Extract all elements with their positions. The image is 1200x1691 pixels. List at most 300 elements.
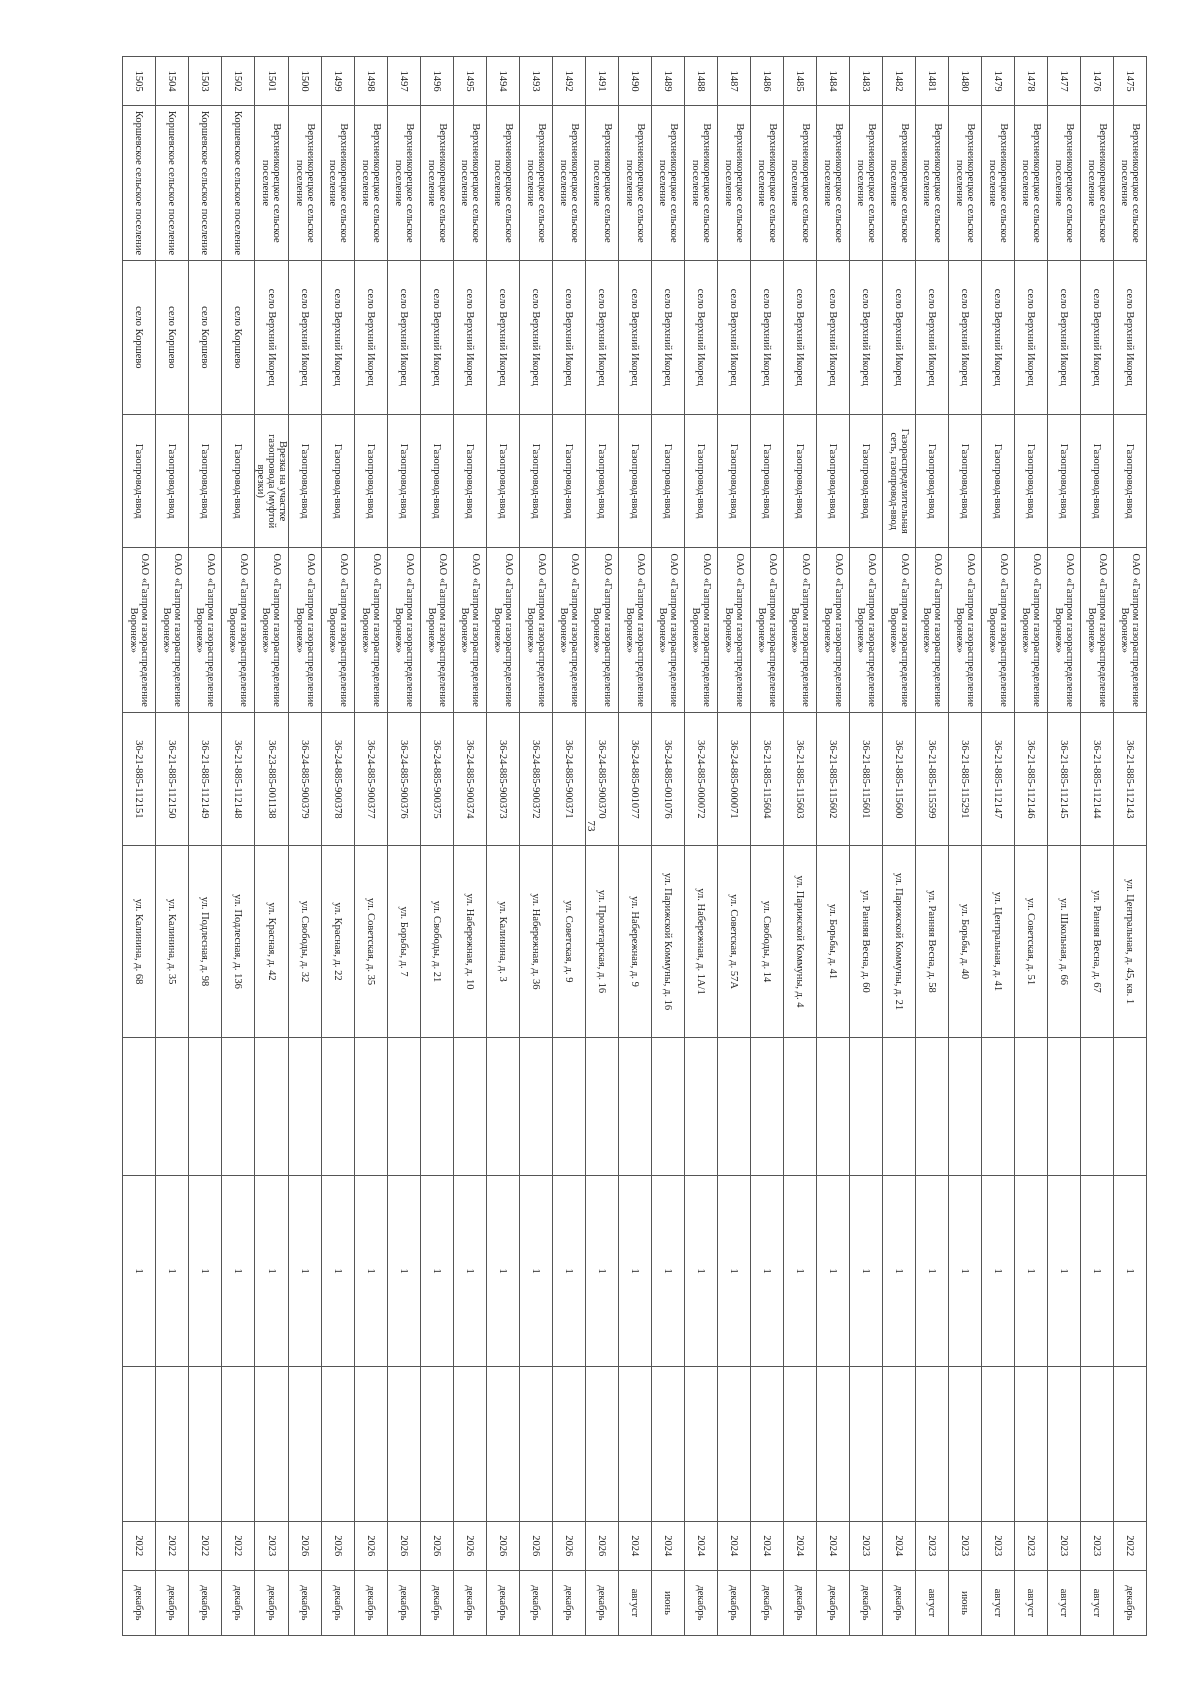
- register-body: [123, 57, 1147, 1636]
- cell-empty: [751, 1037, 784, 1176]
- table-row: [454, 57, 487, 1636]
- cell-empty: [123, 1037, 156, 1176]
- cell-municipality: Верхнеикорецкое сельское поселение: [685, 106, 718, 260]
- cell-month: декабрь: [289, 1570, 322, 1635]
- cell-empty: [586, 1367, 619, 1521]
- cell-count: 1: [916, 1176, 949, 1367]
- cell-object-type: Газопровод-ввод: [222, 415, 255, 548]
- cell-code: 36-24-885-000072: [685, 713, 718, 846]
- cell-year: 2026: [553, 1521, 586, 1570]
- cell-municipality: Верхнеикорецкое сельское поселение: [751, 106, 784, 260]
- table-row: [949, 57, 982, 1636]
- cell-month: декабрь: [586, 1570, 619, 1635]
- cell-municipality: Верхнеикорецкое сельское поселение: [1114, 106, 1147, 260]
- cell-locality: село Верхний Икорец: [916, 260, 949, 414]
- cell-number: 1486: [751, 57, 784, 106]
- cell-year: 2024: [685, 1521, 718, 1570]
- cell-count: 1: [784, 1176, 817, 1367]
- cell-locality: село Верхний Икорец: [487, 260, 520, 414]
- cell-empty: [1081, 1037, 1114, 1176]
- cell-code: 36-24-885-900372: [520, 713, 553, 846]
- cell-owner: ОАО «Газпром газораспределение Воронеж»: [817, 548, 850, 713]
- cell-object-type: Газопровод-ввод: [1048, 415, 1081, 548]
- cell-empty: [520, 1367, 553, 1521]
- cell-object-type: Газопровод-ввод: [487, 415, 520, 548]
- cell-month: декабрь: [222, 1570, 255, 1635]
- cell-municipality: Верхнеикорецкое сельское поселение: [454, 106, 487, 260]
- cell-month: июнь: [949, 1570, 982, 1635]
- cell-locality: село Верхний Икорец: [355, 260, 388, 414]
- cell-empty: [1114, 1367, 1147, 1521]
- cell-owner: ОАО «Газпром газораспределение Воронеж»: [388, 548, 421, 713]
- cell-year: 2023: [916, 1521, 949, 1570]
- cell-number: 1489: [652, 57, 685, 106]
- table-row: [421, 57, 454, 1636]
- cell-year: 2026: [586, 1521, 619, 1570]
- cell-owner: ОАО «Газпром газораспределение Воронеж»: [883, 548, 916, 713]
- cell-empty: [784, 1367, 817, 1521]
- cell-year: 2026: [355, 1521, 388, 1570]
- cell-address: ул. Парижской Коммуны, д. 16: [652, 846, 685, 1037]
- cell-locality: село Верхний Икорец: [553, 260, 586, 414]
- table-row: [1081, 57, 1114, 1636]
- table-row: [652, 57, 685, 1636]
- cell-year: 2023: [255, 1521, 289, 1570]
- cell-year: 2022: [222, 1521, 255, 1570]
- cell-code: 36-21-885-112148: [222, 713, 255, 846]
- cell-month: декабрь: [255, 1570, 289, 1635]
- cell-month: декабрь: [784, 1570, 817, 1635]
- cell-month: декабрь: [322, 1570, 355, 1635]
- cell-address: ул. Подлесная, д. 98: [189, 846, 222, 1037]
- cell-empty: [222, 1037, 255, 1176]
- cell-locality: село Верхний Икорец: [255, 260, 289, 414]
- cell-month: август: [982, 1570, 1015, 1635]
- cell-empty: [883, 1367, 916, 1521]
- cell-empty: [718, 1037, 751, 1176]
- cell-empty: [553, 1037, 586, 1176]
- cell-count: 1: [355, 1176, 388, 1367]
- cell-count: 1: [388, 1176, 421, 1367]
- cell-year: 2024: [751, 1521, 784, 1570]
- cell-locality: село Верхний Икорец: [586, 260, 619, 414]
- cell-month: декабрь: [355, 1570, 388, 1635]
- cell-object-type: Газопровод-ввод: [1081, 415, 1114, 548]
- cell-empty: [1048, 1037, 1081, 1176]
- cell-address: ул. Набережная, д. 9: [619, 846, 652, 1037]
- cell-number: 1478: [1015, 57, 1048, 106]
- cell-number: 1491: [586, 57, 619, 106]
- cell-municipality: Верхнеикорецкое сельское поселение: [421, 106, 454, 260]
- cell-year: 2026: [487, 1521, 520, 1570]
- cell-empty: [1114, 1037, 1147, 1176]
- cell-year: 2023: [1048, 1521, 1081, 1570]
- cell-empty: [685, 1037, 718, 1176]
- cell-municipality: Коршевское сельское поселение: [189, 106, 222, 260]
- cell-owner: ОАО «Газпром газораспределение Воронеж»: [586, 548, 619, 713]
- cell-owner: ОАО «Газпром газораспределение Воронеж»: [916, 548, 949, 713]
- cell-empty: [355, 1367, 388, 1521]
- cell-locality: село Верхний Икорец: [388, 260, 421, 414]
- cell-address: ул. Свободы, д. 21: [421, 846, 454, 1037]
- cell-municipality: Верхнеикорецкое сельское поселение: [784, 106, 817, 260]
- cell-address: ул. Советская, д. 35: [355, 846, 388, 1037]
- cell-empty: [454, 1367, 487, 1521]
- table-row: [586, 57, 619, 1636]
- cell-address: ул. Центральная, д. 45, кв. 1: [1114, 846, 1147, 1037]
- cell-empty: [520, 1037, 553, 1176]
- cell-number: 1499: [322, 57, 355, 106]
- register-table: [122, 56, 1147, 1636]
- cell-owner: ОАО «Газпром газораспределение Воронеж»: [784, 548, 817, 713]
- table-row: [1048, 57, 1081, 1636]
- cell-municipality: Верхнеикорецкое сельское поселение: [553, 106, 586, 260]
- cell-municipality: Верхнеикорецкое сельское поселение: [916, 106, 949, 260]
- cell-year: 2023: [949, 1521, 982, 1570]
- cell-locality: село Коршево: [222, 260, 255, 414]
- table-row: [718, 57, 751, 1636]
- cell-month: декабрь: [123, 1570, 156, 1635]
- cell-municipality: Верхнеикорецкое сельское поселение: [388, 106, 421, 260]
- cell-code: 36-21-885-115599: [916, 713, 949, 846]
- cell-month: август: [1048, 1570, 1081, 1635]
- cell-municipality: Верхнеикорецкое сельское поселение: [289, 106, 322, 260]
- cell-empty: [289, 1367, 322, 1521]
- cell-code: 36-21-885-112150: [156, 713, 189, 846]
- cell-owner: ОАО «Газпром газораспределение Воронеж»: [123, 548, 156, 713]
- rotated-page: [107, 56, 1147, 1636]
- cell-empty: [255, 1367, 289, 1521]
- cell-code: 36-24-885-001076: [652, 713, 685, 846]
- cell-empty: [1081, 1367, 1114, 1521]
- cell-municipality: Верхнеикорецкое сельское поселение: [1081, 106, 1114, 260]
- cell-count: 1: [222, 1176, 255, 1367]
- cell-code: 36-23-885-001138: [255, 713, 289, 846]
- cell-locality: село Верхний Икорец: [289, 260, 322, 414]
- cell-address: ул. Красная, д. 22: [322, 846, 355, 1037]
- cell-month: декабрь: [553, 1570, 586, 1635]
- cell-municipality: Верхнеикорецкое сельское поселение: [322, 106, 355, 260]
- cell-locality: село Верхний Икорец: [421, 260, 454, 414]
- cell-number: 1495: [454, 57, 487, 106]
- cell-owner: ОАО «Газпром газораспределение Воронеж»: [189, 548, 222, 713]
- cell-month: декабрь: [520, 1570, 553, 1635]
- cell-empty: [619, 1037, 652, 1176]
- cell-count: 1: [619, 1176, 652, 1367]
- cell-empty: [553, 1367, 586, 1521]
- cell-code: 36-24-885-001077: [619, 713, 652, 846]
- cell-year: 2024: [718, 1521, 751, 1570]
- table-row: [982, 57, 1015, 1636]
- cell-address: ул. Советская, д. 9: [553, 846, 586, 1037]
- cell-year: 2024: [817, 1521, 850, 1570]
- cell-object-type: Газопровод-ввод: [520, 415, 553, 548]
- cell-empty: [189, 1037, 222, 1176]
- table-row: [1015, 57, 1048, 1636]
- cell-empty: [916, 1367, 949, 1521]
- cell-locality: село Коршево: [189, 260, 222, 414]
- cell-month: декабрь: [421, 1570, 454, 1635]
- cell-code: 36-21-885-112151: [123, 713, 156, 846]
- cell-locality: село Верхний Икорец: [1114, 260, 1147, 414]
- cell-owner: ОАО «Газпром газораспределение Воронеж»: [1015, 548, 1048, 713]
- cell-address: ул. Набережная, д. 36: [520, 846, 553, 1037]
- cell-count: 1: [189, 1176, 222, 1367]
- cell-address: ул. Борьбы, д. 41: [817, 846, 850, 1037]
- cell-locality: село Верхний Икорец: [1048, 260, 1081, 414]
- cell-code: 36-21-885-115601: [850, 713, 883, 846]
- cell-locality: село Верхний Икорец: [784, 260, 817, 414]
- cell-owner: ОАО «Газпром газораспределение Воронеж»: [685, 548, 718, 713]
- cell-locality: село Верхний Икорец: [817, 260, 850, 414]
- cell-owner: ОАО «Газпром газораспределение Воронеж»: [1081, 548, 1114, 713]
- cell-year: 2026: [520, 1521, 553, 1570]
- cell-locality: село Верхний Икорец: [652, 260, 685, 414]
- cell-month: июнь: [652, 1570, 685, 1635]
- cell-month: декабрь: [883, 1570, 916, 1635]
- cell-address: ул. Свободы, д. 14: [751, 846, 784, 1037]
- cell-count: 1: [718, 1176, 751, 1367]
- cell-month: декабрь: [718, 1570, 751, 1635]
- cell-object-type: Газопровод-ввод: [586, 415, 619, 548]
- cell-object-type: Газопровод-ввод: [916, 415, 949, 548]
- cell-code: 36-21-885-115604: [751, 713, 784, 846]
- cell-owner: ОАО «Газпром газораспределение Воронеж»: [520, 548, 553, 713]
- cell-year: 2026: [421, 1521, 454, 1570]
- cell-count: 1: [454, 1176, 487, 1367]
- cell-month: декабрь: [850, 1570, 883, 1635]
- cell-empty: [454, 1037, 487, 1176]
- cell-owner: ОАО «Газпром газораспределение Воронеж»: [454, 548, 487, 713]
- cell-object-type: Газопровод-ввод: [817, 415, 850, 548]
- cell-object-type: Газопровод-ввод: [685, 415, 718, 548]
- cell-address: ул. Парижской Коммуны, д. 21: [883, 846, 916, 1037]
- cell-address: ул. Ранняя Весна, д. 58: [916, 846, 949, 1037]
- cell-address: ул. Советская, д. 57А: [718, 846, 751, 1037]
- cell-address: ул. Парижской Коммуны, д. 4: [784, 846, 817, 1037]
- cell-empty: [883, 1037, 916, 1176]
- table-row: [289, 57, 322, 1636]
- cell-number: 1481: [916, 57, 949, 106]
- table-row: [850, 57, 883, 1636]
- cell-count: 1: [322, 1176, 355, 1367]
- cell-year: 2023: [1081, 1521, 1114, 1570]
- cell-owner: ОАО «Газпром газораспределение Воронеж»: [156, 548, 189, 713]
- cell-code: 36-24-885-900378: [322, 713, 355, 846]
- cell-empty: [355, 1037, 388, 1176]
- cell-locality: село Верхний Икорец: [982, 260, 1015, 414]
- cell-year: 2026: [289, 1521, 322, 1570]
- cell-number: 1476: [1081, 57, 1114, 106]
- cell-month: декабрь: [1114, 1570, 1147, 1635]
- cell-month: август: [1015, 1570, 1048, 1635]
- cell-owner: ОАО «Газпром газораспределение Воронеж»: [289, 548, 322, 713]
- cell-municipality: Верхнеикорецкое сельское поселение: [718, 106, 751, 260]
- cell-address: ул. Калинина, д. 68: [123, 846, 156, 1037]
- cell-address: ул. Красная, д. 42: [255, 846, 289, 1037]
- cell-empty: [388, 1367, 421, 1521]
- cell-owner: ОАО «Газпром газораспределение Воронеж»: [751, 548, 784, 713]
- cell-municipality: Верхнеикорецкое сельское поселение: [255, 106, 289, 260]
- cell-code: 36-24-885-900370: [586, 713, 619, 846]
- table-row: [916, 57, 949, 1636]
- cell-code: 36-24-885-900373: [487, 713, 520, 846]
- cell-count: 1: [817, 1176, 850, 1367]
- cell-count: 1: [850, 1176, 883, 1367]
- cell-month: август: [1081, 1570, 1114, 1635]
- cell-count: 1: [520, 1176, 553, 1367]
- table-row: [322, 57, 355, 1636]
- page-number: 73: [585, 820, 597, 832]
- cell-empty: [850, 1367, 883, 1521]
- cell-owner: ОАО «Газпром газораспределение Воронеж»: [1048, 548, 1081, 713]
- table-row: [1114, 57, 1147, 1636]
- cell-year: 2022: [189, 1521, 222, 1570]
- cell-municipality: Верхнеикорецкое сельское поселение: [883, 106, 916, 260]
- cell-count: 1: [1015, 1176, 1048, 1367]
- cell-number: 1492: [553, 57, 586, 106]
- cell-empty: [718, 1367, 751, 1521]
- cell-address: ул. Школьная, д. 66: [1048, 846, 1081, 1037]
- table-row: [156, 57, 189, 1636]
- cell-empty: [156, 1037, 189, 1176]
- cell-owner: ОАО «Газпром газораспределение Воронеж»: [1114, 548, 1147, 713]
- cell-number: 1482: [883, 57, 916, 106]
- cell-empty: [1048, 1367, 1081, 1521]
- cell-empty: [222, 1367, 255, 1521]
- cell-object-type: Газопровод-ввод: [189, 415, 222, 548]
- table-row: [255, 57, 289, 1636]
- cell-empty: [388, 1037, 421, 1176]
- cell-object-type: Газопровод-ввод: [123, 415, 156, 548]
- cell-number: 1488: [685, 57, 718, 106]
- cell-code: 36-21-885-115291: [949, 713, 982, 846]
- cell-count: 1: [156, 1176, 189, 1367]
- cell-locality: село Коршево: [123, 260, 156, 414]
- cell-empty: [817, 1037, 850, 1176]
- cell-municipality: Верхнеикорецкое сельское поселение: [619, 106, 652, 260]
- cell-empty: [156, 1367, 189, 1521]
- cell-locality: село Верхний Икорец: [1081, 260, 1114, 414]
- cell-year: 2024: [784, 1521, 817, 1570]
- table-row: [123, 57, 156, 1636]
- cell-number: 1493: [520, 57, 553, 106]
- cell-locality: село Верхний Икорец: [949, 260, 982, 414]
- cell-count: 1: [255, 1176, 289, 1367]
- cell-empty: [289, 1037, 322, 1176]
- cell-number: 1498: [355, 57, 388, 106]
- cell-object-type: Газопровод-ввод: [619, 415, 652, 548]
- cell-month: август: [916, 1570, 949, 1635]
- cell-count: 1: [553, 1176, 586, 1367]
- cell-year: 2023: [850, 1521, 883, 1570]
- cell-code: 36-24-885-900374: [454, 713, 487, 846]
- cell-municipality: Верхнеикорецкое сельское поселение: [982, 106, 1015, 260]
- cell-owner: ОАО «Газпром газораспределение Воронеж»: [222, 548, 255, 713]
- cell-month: декабрь: [189, 1570, 222, 1635]
- cell-empty: [652, 1037, 685, 1176]
- cell-municipality: Коршевское сельское поселение: [123, 106, 156, 260]
- table-row: [685, 57, 718, 1636]
- cell-empty: [652, 1367, 685, 1521]
- cell-address: ул. Калинина, д. 3: [487, 846, 520, 1037]
- cell-object-type: Газопровод-ввод: [388, 415, 421, 548]
- cell-municipality: Верхнеикорецкое сельское поселение: [520, 106, 553, 260]
- cell-object-type: Газопровод-ввод: [718, 415, 751, 548]
- cell-number: 1487: [718, 57, 751, 106]
- cell-month: август: [619, 1570, 652, 1635]
- cell-count: 1: [487, 1176, 520, 1367]
- cell-code: 36-21-885-112147: [982, 713, 1015, 846]
- cell-number: 1496: [421, 57, 454, 106]
- cell-number: 1484: [817, 57, 850, 106]
- cell-object-type: Газопровод-ввод: [355, 415, 388, 548]
- cell-municipality: Коршевское сельское поселение: [222, 106, 255, 260]
- cell-empty: [255, 1037, 289, 1176]
- table-row: [784, 57, 817, 1636]
- cell-object-type: Газопровод-ввод: [156, 415, 189, 548]
- table-row: [355, 57, 388, 1636]
- cell-object-type: Газопровод-ввод: [289, 415, 322, 548]
- cell-address: ул. Борьбы, д. 40: [949, 846, 982, 1037]
- table-row: [388, 57, 421, 1636]
- cell-object-type: Газопровод-ввод: [1015, 415, 1048, 548]
- table-row: [553, 57, 586, 1636]
- cell-empty: [850, 1037, 883, 1176]
- cell-month: декабрь: [751, 1570, 784, 1635]
- cell-count: 1: [949, 1176, 982, 1367]
- cell-empty: [619, 1367, 652, 1521]
- cell-municipality: Верхнеикорецкое сельское поселение: [1015, 106, 1048, 260]
- cell-owner: ОАО «Газпром газораспределение Воронеж»: [487, 548, 520, 713]
- cell-locality: село Верхний Икорец: [322, 260, 355, 414]
- cell-object-type: Газопровод-ввод: [784, 415, 817, 548]
- cell-empty: [1015, 1367, 1048, 1521]
- cell-count: 1: [1114, 1176, 1147, 1367]
- cell-municipality: Верхнеикорецкое сельское поселение: [850, 106, 883, 260]
- cell-empty: [487, 1037, 520, 1176]
- cell-locality: село Коршево: [156, 260, 189, 414]
- cell-address: ул. Советская, д. 51: [1015, 846, 1048, 1037]
- table-row: [520, 57, 553, 1636]
- cell-number: 1483: [850, 57, 883, 106]
- cell-number: 1494: [487, 57, 520, 106]
- cell-code: 36-21-885-115603: [784, 713, 817, 846]
- cell-empty: [487, 1367, 520, 1521]
- cell-number: 1485: [784, 57, 817, 106]
- cell-number: 1477: [1048, 57, 1081, 106]
- cell-empty: [421, 1367, 454, 1521]
- cell-empty: [421, 1037, 454, 1176]
- cell-year: 2023: [1015, 1521, 1048, 1570]
- cell-empty: [949, 1367, 982, 1521]
- cell-municipality: Верхнеикорецкое сельское поселение: [817, 106, 850, 260]
- cell-object-type: Газопровод-ввод: [982, 415, 1015, 548]
- cell-owner: ОАО «Газпром газораспределение Воронеж»: [982, 548, 1015, 713]
- cell-number: 1490: [619, 57, 652, 106]
- cell-object-type: Газопровод-ввод: [850, 415, 883, 548]
- cell-address: ул. Набережная, д. 10: [454, 846, 487, 1037]
- cell-month: декабрь: [487, 1570, 520, 1635]
- cell-locality: село Верхний Икорец: [850, 260, 883, 414]
- cell-code: 36-21-885-112143: [1114, 713, 1147, 846]
- cell-empty: [784, 1037, 817, 1176]
- cell-municipality: Верхнеикорецкое сельское поселение: [949, 106, 982, 260]
- cell-empty: [982, 1367, 1015, 1521]
- cell-municipality: Верхнеикорецкое сельское поселение: [1048, 106, 1081, 260]
- cell-object-type: Газопровод-ввод: [322, 415, 355, 548]
- cell-empty: [949, 1037, 982, 1176]
